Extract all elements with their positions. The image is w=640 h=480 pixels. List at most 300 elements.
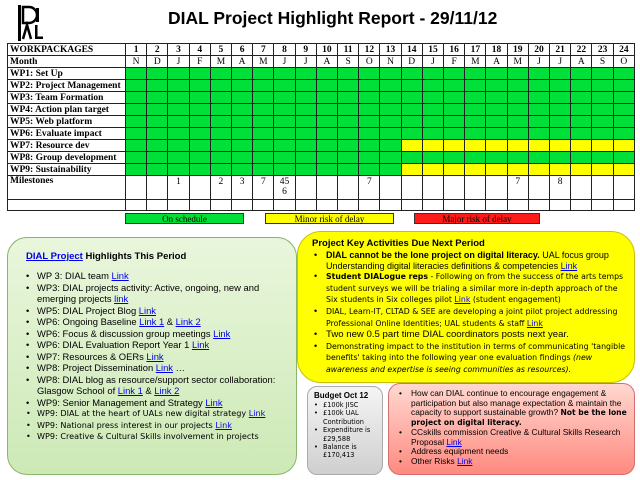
milestone-cell: 45 6 (274, 176, 295, 200)
month-number: 9 (295, 44, 316, 56)
status-on-schedule (253, 164, 274, 176)
status-on-schedule (486, 92, 507, 104)
status-on-schedule (338, 92, 359, 104)
status-on-schedule (338, 164, 359, 176)
status-on-schedule (507, 68, 528, 80)
status-on-schedule (444, 68, 465, 80)
status-on-schedule (528, 80, 549, 92)
status-on-schedule (380, 128, 401, 140)
status-on-schedule (189, 140, 210, 152)
status-on-schedule (253, 104, 274, 116)
status-on-schedule (486, 152, 507, 164)
month-number: 20 (528, 44, 549, 56)
status-on-schedule (210, 116, 231, 128)
milestone-cell (528, 176, 549, 200)
status-on-schedule (422, 68, 443, 80)
blank-cell (147, 200, 168, 211)
blank-cell (486, 200, 507, 211)
blank-cell (528, 200, 549, 211)
key-activity-text: DIAL, Learn-IT, CLTAD & SEE are developing a joint pilot project addressing Professional Online Identities; UAL students & staff Link (326, 306, 618, 328)
status-on-schedule (189, 68, 210, 80)
highlight-link[interactable]: Link (146, 350, 164, 362)
status-on-schedule (465, 68, 486, 80)
month-number: 21 (550, 44, 571, 56)
workpackage-label: WP9: Sustainability (8, 164, 126, 176)
status-on-schedule (571, 128, 592, 140)
status-on-schedule (232, 152, 253, 164)
workpackage-label: WP7: Resource dev (8, 140, 126, 152)
highlight-item: • WP9: Senior Management and Strategy Link (26, 397, 288, 409)
blank-cell (232, 200, 253, 211)
month-letter: M (210, 56, 231, 68)
status-on-schedule (486, 116, 507, 128)
status-on-schedule (401, 104, 422, 116)
status-on-schedule (189, 164, 210, 176)
status-on-schedule (528, 68, 549, 80)
key-activity-item (312, 329, 626, 341)
status-on-schedule (380, 68, 401, 80)
month-number: 3 (168, 44, 189, 56)
budget-list (314, 401, 378, 460)
month-number: 10 (316, 44, 337, 56)
milestone-cell (465, 176, 486, 200)
status-on-schedule (189, 80, 210, 92)
status-on-schedule (359, 80, 380, 92)
status-on-schedule (210, 104, 231, 116)
workpackage-row (8, 140, 635, 152)
status-on-schedule (274, 68, 295, 80)
status-minor-risk (444, 164, 465, 176)
key-activity-link[interactable]: Link (560, 260, 578, 271)
blank-cell (444, 200, 465, 211)
month-number: 13 (380, 44, 401, 56)
status-on-schedule (168, 80, 189, 92)
budget-item: • Balance is £170,413 (314, 443, 378, 460)
workpackage-label: WP4: Action plan target (8, 104, 126, 116)
status-minor-risk (401, 140, 422, 152)
status-on-schedule (444, 80, 465, 92)
legend-major-risk: Major risk of delay (414, 213, 540, 224)
risk-item: • Other Risks Link (399, 457, 628, 467)
blank-cell (338, 200, 359, 211)
status-on-schedule (550, 92, 571, 104)
budget-item: • £100k UAL Contribution (314, 409, 378, 426)
status-on-schedule (613, 116, 634, 128)
status-on-schedule (274, 152, 295, 164)
status-on-schedule (613, 104, 634, 116)
highlight-item: • WP5: DIAL Project Blog Link (26, 305, 288, 317)
highlight-link-2[interactable]: Link 2 (154, 385, 180, 396)
milestone-cell (338, 176, 359, 200)
status-minor-risk (422, 164, 443, 176)
status-on-schedule (592, 116, 613, 128)
status-on-schedule (147, 164, 168, 176)
status-on-schedule (338, 152, 359, 164)
month-letter: A (486, 56, 507, 68)
month-letter: J (168, 56, 189, 68)
workpackage-row (8, 68, 635, 80)
highlight-item: • WP6: DIAL Evaluation Report Year 1 Link (26, 339, 288, 351)
blank-cell (571, 200, 592, 211)
month-letter: J (528, 56, 549, 68)
status-on-schedule (486, 104, 507, 116)
status-on-schedule (147, 68, 168, 80)
milestone-cell (613, 176, 634, 200)
status-on-schedule (316, 140, 337, 152)
status-on-schedule (550, 128, 571, 140)
status-on-schedule (444, 92, 465, 104)
status-on-schedule (295, 80, 316, 92)
workpackage-row (8, 164, 635, 176)
highlight-link-2[interactable]: Link 2 (175, 316, 201, 327)
month-number: 16 (444, 44, 465, 56)
status-on-schedule (444, 152, 465, 164)
budget-item: • Expenditure is £29,588 (314, 426, 378, 443)
milestones-row (8, 176, 635, 200)
status-on-schedule (359, 104, 380, 116)
status-on-schedule (189, 104, 210, 116)
status-on-schedule (613, 80, 634, 92)
milestone-cell (401, 176, 422, 200)
status-minor-risk (486, 140, 507, 152)
status-on-schedule (232, 68, 253, 80)
status-on-schedule (126, 152, 147, 164)
status-on-schedule (295, 140, 316, 152)
key-activity-item (312, 341, 626, 376)
status-on-schedule (444, 104, 465, 116)
status-on-schedule (507, 92, 528, 104)
month-number: 6 (232, 44, 253, 56)
status-on-schedule (126, 104, 147, 116)
status-minor-risk (550, 140, 571, 152)
status-on-schedule (401, 152, 422, 164)
dial-project-link[interactable]: DIAL Project (26, 251, 83, 262)
status-on-schedule (507, 128, 528, 140)
month-letter: O (613, 56, 634, 68)
status-minor-risk (613, 164, 634, 176)
status-on-schedule (253, 128, 274, 140)
blank-cell (550, 200, 571, 211)
highlight-link[interactable]: Link (111, 270, 129, 281)
status-on-schedule (210, 92, 231, 104)
highlight-link[interactable]: Link (155, 362, 173, 373)
status-on-schedule (338, 128, 359, 140)
risks-list (399, 389, 628, 467)
status-on-schedule (295, 152, 316, 164)
milestone-cell: 7 (359, 176, 380, 200)
legend-minor-risk: Minor risk of delay (265, 213, 394, 224)
status-minor-risk (444, 140, 465, 152)
status-on-schedule (232, 104, 253, 116)
month-letter: J (422, 56, 443, 68)
status-on-schedule (126, 92, 147, 104)
status-on-schedule (295, 92, 316, 104)
key-activity-item (312, 306, 626, 329)
status-on-schedule (528, 104, 549, 116)
milestone-cell (486, 176, 507, 200)
status-on-schedule (359, 116, 380, 128)
highlight-item: • WP3: DIAL projects activity: Active, ongoing, new and emerging projects link (26, 282, 288, 305)
milestone-cell (592, 176, 613, 200)
status-on-schedule (550, 116, 571, 128)
month-letter: A (232, 56, 253, 68)
highlight-link[interactable]: Link (215, 419, 232, 430)
month-number: 18 (486, 44, 507, 56)
blank-cell (316, 200, 337, 211)
highlights-title: DIAL Project Highlights This Period (26, 251, 187, 262)
workpackage-row (8, 92, 635, 104)
month-number: 11 (338, 44, 359, 56)
risk-item: • How can DIAL continue to encourage engagement & participation but also manage expectation & maintain the capacity to support sustainable growth? Not be the lone project on digital literacy. (399, 389, 628, 428)
status-on-schedule (168, 116, 189, 128)
status-on-schedule (253, 80, 274, 92)
status-minor-risk (571, 140, 592, 152)
month-number: 2 (147, 44, 168, 56)
highlight-item: • WP7: Resources & OERs Link (26, 351, 288, 363)
status-on-schedule (168, 152, 189, 164)
budget-item: • £100k JISC (314, 401, 378, 409)
blank-cell (465, 200, 486, 211)
blank-cell (253, 200, 274, 211)
budget-title: Budget Oct 12 (314, 391, 369, 400)
month-letter: A (571, 56, 592, 68)
status-on-schedule (274, 80, 295, 92)
status-on-schedule (253, 92, 274, 104)
risk-link[interactable]: Link (457, 455, 473, 466)
month-number: 4 (189, 44, 210, 56)
key-activity-link[interactable]: Link (526, 318, 543, 328)
status-on-schedule (465, 128, 486, 140)
status-on-schedule (380, 80, 401, 92)
status-on-schedule (253, 152, 274, 164)
status-minor-risk (528, 164, 549, 176)
status-on-schedule (316, 152, 337, 164)
status-on-schedule (592, 104, 613, 116)
status-minor-risk (550, 164, 571, 176)
blank-cell (507, 200, 528, 211)
highlight-item: • WP6: Focus & discussion group meetings Link (26, 328, 288, 340)
key-activities-panel (297, 231, 635, 383)
milestone-cell: 3 (232, 176, 253, 200)
status-on-schedule (338, 104, 359, 116)
workpackage-row (8, 116, 635, 128)
status-on-schedule (401, 128, 422, 140)
milestone-cell (444, 176, 465, 200)
blank-cell (189, 200, 210, 211)
month-letter: J (295, 56, 316, 68)
blank-cell (401, 200, 422, 211)
status-on-schedule (465, 104, 486, 116)
month-number: 12 (359, 44, 380, 56)
blank-cell (168, 200, 189, 211)
status-on-schedule (359, 164, 380, 176)
highlight-item: • WP6: Ongoing Baseline Link 1 & Link 2 (26, 316, 288, 328)
workpackage-label: WP8: Group development (8, 152, 126, 164)
highlight-item: • WP8: DIAL blog as resource/support sector collaboration: Glasgow School of Link 1 & Link 2 (26, 374, 288, 397)
status-on-schedule (274, 164, 295, 176)
status-on-schedule (189, 152, 210, 164)
status-on-schedule (232, 128, 253, 140)
month-letter: N (380, 56, 401, 68)
highlight-item: • WP8: Project Dissemination Link … (26, 362, 288, 374)
status-on-schedule (401, 116, 422, 128)
status-on-schedule (126, 68, 147, 80)
status-minor-risk (465, 140, 486, 152)
status-on-schedule (295, 116, 316, 128)
status-on-schedule (274, 104, 295, 116)
workpackage-label: WP6: Evaluate impact (8, 128, 126, 140)
status-on-schedule (528, 92, 549, 104)
status-on-schedule (232, 116, 253, 128)
highlights-panel (7, 237, 297, 475)
key-activity-italic: (new awareness and expertise is seeing communities as resources). (326, 353, 593, 374)
status-on-schedule (126, 128, 147, 140)
status-on-schedule (422, 116, 443, 128)
milestone-cell: 2 (210, 176, 231, 200)
risk-item: • Address equipment needs (399, 447, 628, 457)
status-on-schedule (274, 116, 295, 128)
status-on-schedule (465, 116, 486, 128)
status-on-schedule (359, 92, 380, 104)
status-minor-risk (507, 140, 528, 152)
dial-logo (18, 5, 44, 41)
status-on-schedule (359, 68, 380, 80)
month-number: 23 (592, 44, 613, 56)
status-on-schedule (507, 80, 528, 92)
status-on-schedule (253, 140, 274, 152)
key-activity-text: Student DIALogue reps - Following on from the success of the arts temps student surveys we will be trialing a similar more in-depth approach of the Six students in Six colleges pilot Link (student engagement) (326, 272, 624, 305)
blank-cell (613, 200, 634, 211)
status-on-schedule (550, 104, 571, 116)
status-on-schedule (444, 128, 465, 140)
gantt-month-row (8, 56, 635, 68)
status-on-schedule (359, 152, 380, 164)
month-number: 8 (274, 44, 295, 56)
status-minor-risk (507, 164, 528, 176)
status-on-schedule (316, 92, 337, 104)
month-letter: M (507, 56, 528, 68)
status-on-schedule (422, 92, 443, 104)
month-letter: D (401, 56, 422, 68)
status-on-schedule (465, 152, 486, 164)
month-letter: F (189, 56, 210, 68)
status-on-schedule (232, 80, 253, 92)
milestone-cell (189, 176, 210, 200)
status-on-schedule (380, 140, 401, 152)
status-on-schedule (550, 152, 571, 164)
status-on-schedule (359, 140, 380, 152)
blank-cell (422, 200, 443, 211)
status-on-schedule (168, 140, 189, 152)
status-on-schedule (338, 116, 359, 128)
highlight-link[interactable]: Link (213, 327, 231, 339)
highlight-link[interactable]: Link (205, 396, 223, 408)
blank-cell (359, 200, 380, 211)
status-on-schedule (274, 140, 295, 152)
status-on-schedule (571, 116, 592, 128)
key-activities-list (312, 250, 626, 376)
status-on-schedule (507, 152, 528, 164)
status-on-schedule (126, 164, 147, 176)
status-on-schedule (613, 128, 634, 140)
status-on-schedule (338, 140, 359, 152)
status-on-schedule (613, 92, 634, 104)
status-on-schedule (380, 152, 401, 164)
status-on-schedule (232, 164, 253, 176)
status-on-schedule (486, 128, 507, 140)
status-on-schedule (189, 116, 210, 128)
status-on-schedule (232, 140, 253, 152)
risk-link[interactable]: Link (446, 436, 462, 447)
key-activity-link[interactable]: Link (454, 295, 471, 305)
milestone-cell (126, 176, 147, 200)
status-on-schedule (571, 104, 592, 116)
status-on-schedule (210, 68, 231, 80)
highlight-link[interactable]: Link (248, 408, 266, 418)
month-number: 22 (571, 44, 592, 56)
blank-cell (592, 200, 613, 211)
status-minor-risk (486, 164, 507, 176)
highlight-link[interactable]: Link (191, 339, 210, 350)
month-number: 17 (465, 44, 486, 56)
status-on-schedule (147, 140, 168, 152)
status-on-schedule (465, 92, 486, 104)
highlight-link[interactable]: Link 1 (117, 385, 143, 396)
highlight-link[interactable]: link (114, 293, 129, 304)
status-on-schedule (126, 116, 147, 128)
status-on-schedule (232, 92, 253, 104)
status-minor-risk (528, 140, 549, 152)
month-letter: M (465, 56, 486, 68)
key-activity-item (312, 250, 626, 271)
status-on-schedule (274, 128, 295, 140)
highlight-link[interactable]: Link (138, 304, 156, 316)
workpackage-label: WP3: Team Formation (8, 92, 126, 104)
milestone-cell: 7 (507, 176, 528, 200)
workpackage-row (8, 80, 635, 92)
month-letter: J (550, 56, 571, 68)
month-letter: D (147, 56, 168, 68)
risks-panel (388, 383, 635, 475)
status-on-schedule (274, 92, 295, 104)
status-on-schedule (401, 92, 422, 104)
highlight-item: • WP9: DIAL at the heart of UALs new digital strategy Link (26, 408, 288, 420)
status-on-schedule (380, 116, 401, 128)
status-on-schedule (401, 80, 422, 92)
status-minor-risk (401, 164, 422, 176)
month-letter: O (359, 56, 380, 68)
month-letter: M (253, 56, 274, 68)
highlight-link[interactable]: Link 1 (139, 316, 165, 327)
status-on-schedule (338, 68, 359, 80)
workpackage-row (8, 152, 635, 164)
workpackage-row (8, 128, 635, 140)
key-activity-text: Demonstrating impact to the institution in terms of communicating 'tangible benefits' taking into the following year one evaluation findings (new awareness and expertise is seeing communities as resources). (326, 341, 626, 374)
month-letter: S (592, 56, 613, 68)
month-number: 5 (210, 44, 231, 56)
key-activities-title: Project Key Activities Due Next Period (312, 238, 485, 249)
key-activity-bold: DIAL cannot be the lone project on digital literacy. (326, 250, 540, 260)
status-on-schedule (338, 80, 359, 92)
status-on-schedule (550, 80, 571, 92)
status-on-schedule (528, 116, 549, 128)
status-on-schedule (316, 164, 337, 176)
status-on-schedule (126, 140, 147, 152)
status-on-schedule (168, 128, 189, 140)
status-on-schedule (168, 164, 189, 176)
blank-row (8, 200, 635, 211)
status-on-schedule (147, 152, 168, 164)
